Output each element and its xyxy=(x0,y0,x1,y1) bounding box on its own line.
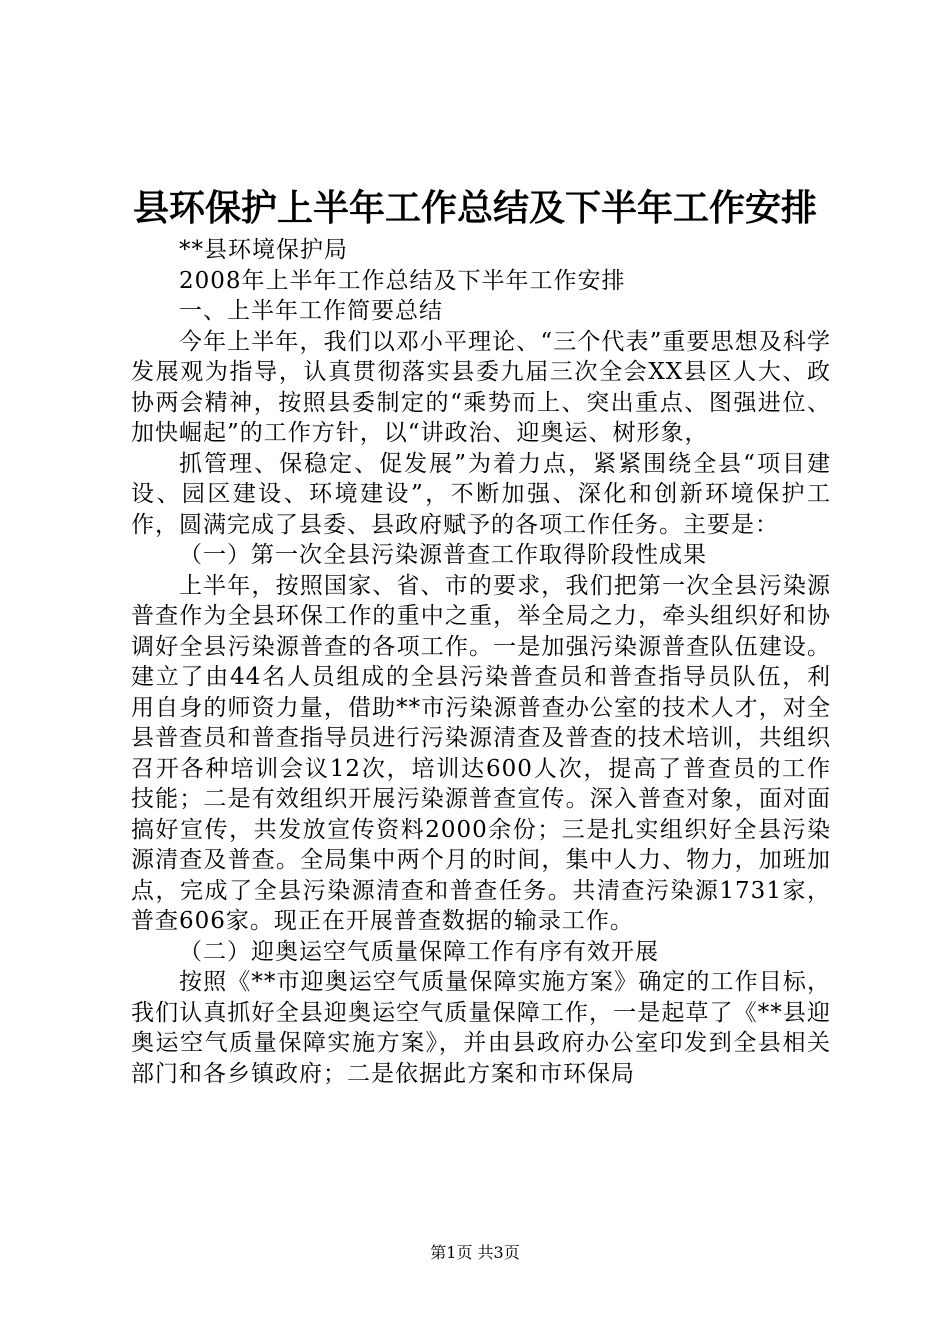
paragraph: 按照《**市迎奥运空气质量保障实施方案》确定的工作目标，我们认真抓好全县迎奥运空气质量保障工作，一是起草了《**县迎奥运空气质量保障实施方案》，并由县政府办公室印发到全县相关部门和各乡镇政府；二是依据此方案和市环保局 xyxy=(131,969,831,1087)
paragraph: 上半年，按照国家、省、市的要求，我们把第一次全县污染源普查作为全县环保工作的重中之重，举全局之力，牵头组织好和协调好全县污染源普查的各项工作。一是加强污染源普查队伍建设。建立了由44名人员组成的全县污染普查员和普查指导员队伍，利用自身的师资力量，借助**市污染源普查办公室的技术人才，对全县普查员和普查指导员进行污染源清查及普查的技术培训，共组织召开各种培训会议12次，培训达600人次，提高了普查员的工作技能；二是有效组织开展污染源普查宣传。深入普查对象，面对面搞好宣传，共发放宣传资料2000余份；三是扎实组织好全县污染源清查及普查。全局集中两个月的时间，集中人力、物力，加班加点，完成了全县污染源清查和普查任务。共清查污染源1731家，普查606家。现正在开展普查数据的输录工作。 xyxy=(131,572,831,934)
subtitle-line: 2008年上半年工作总结及下半年工作安排 xyxy=(179,267,626,294)
author-line: **县环境保护局 xyxy=(179,237,348,263)
subsection-heading: （二）迎奥运空气质量保障工作有序有效开展 xyxy=(179,938,659,965)
subsection-heading: （一）第一次全县污染源普查工作取得阶段性成果 xyxy=(179,542,707,568)
paragraph: 抓管理、保稳定、促发展”为着力点，紧紧围绕全县“项目建设、园区建设、环境建设”，不断加强、深化和创新环境保护工作，圆满完成了县委、县政府赋予的各项工作任务。主要是： xyxy=(131,450,831,538)
paragraph: 今年上半年，我们以邓小平理论、“三个代表”重要思想及科学发展观为指导，认真贯彻落实县委九届三次全会XX县区人大、政协两会精神，按照县委制定的“乘势而上、突出重点、图强进位、加快崛起”的工作方针，以“讲政治、迎奥运、树形象， xyxy=(131,328,831,446)
document-body xyxy=(131,235,831,1089)
page-footer: 第1页 共3页 xyxy=(430,1243,520,1262)
section-heading: 一、上半年工作简要总结 xyxy=(179,298,443,324)
document-title: 县环保护上半年工作总结及下半年工作安排 xyxy=(132,188,817,229)
